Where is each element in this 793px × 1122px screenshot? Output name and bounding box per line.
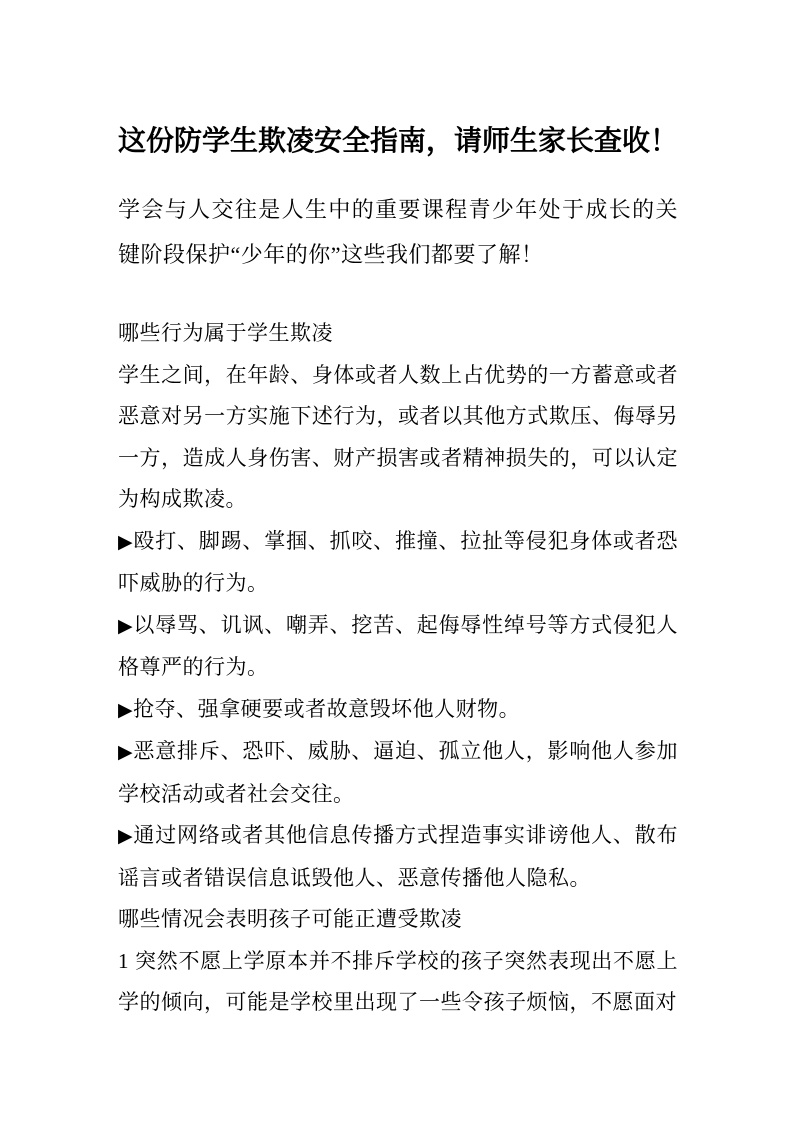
bullet-text: 恶意排斥、恐吓、威胁、逼迫、孤立他人，影响他人参加学校活动或者社会交往。 [118, 739, 678, 806]
bullet-item [118, 521, 678, 605]
bullet-text: 抢夺、强拿硬要或者故意毁坏他人财物。 [133, 696, 521, 721]
page-title: 这份防学生欺凌安全指南，请师生家长查收！ [118, 126, 679, 157]
bullet-text: 通过网络或者其他信息传播方式捏造事实诽谤他人、散布谣言或者错误信息诋毁他人、恶意传播他人隐私。 [118, 823, 678, 890]
section-heading-signs: 哪些情况会表明孩子可能正遭受欺凌 [118, 907, 462, 931]
triangle-bullet-icon: ▶ [118, 699, 134, 721]
triangle-bullet-icon: ▶ [118, 826, 134, 847]
bullet-text: 以辱骂、讥讽、嘲弄、挖苦、起侮辱性绰号等方式侵犯人格尊严的行为。 [118, 612, 678, 679]
triangle-bullet-icon: ▶ [118, 531, 134, 553]
triangle-bullet-icon: ▶ [118, 742, 134, 763]
numbered-item: 1 突然不愿上学原本并不排斥学校的孩子突然表现出不愿上学的倾向，可能是学校里出现了一些令孩子烦恼，不愿面对 [118, 948, 678, 1014]
document-content [118, 122, 678, 1024]
bullet-item [118, 605, 678, 689]
bullet-item [118, 731, 678, 815]
triangle-bullet-icon: ▶ [118, 615, 134, 637]
definition-paragraph: 学生之间，在年龄、身体或者人数上占优势的一方蓄意或者恶意对另一方实施下述行为，或者以其他方式欺压、侮辱另一方，造成人身伤害、财产损害或者精神损失的，可以认定为构成欺凌。 [118, 362, 678, 511]
intro-paragraph: 学会与人交往是人生中的重要课程青少年处于成长的关键阶段保护“少年的你”这些我们都要了解！ [118, 197, 678, 267]
bullet-text: 殴打、脚踢、掌掴、抓咬、推撞、拉扯等侵犯身体或者恐吓威胁的行为。 [118, 528, 678, 595]
bullet-item [118, 815, 678, 899]
bullet-item [118, 689, 678, 732]
section-heading-behaviors: 哪些行为属于学生欺凌 [118, 321, 333, 345]
